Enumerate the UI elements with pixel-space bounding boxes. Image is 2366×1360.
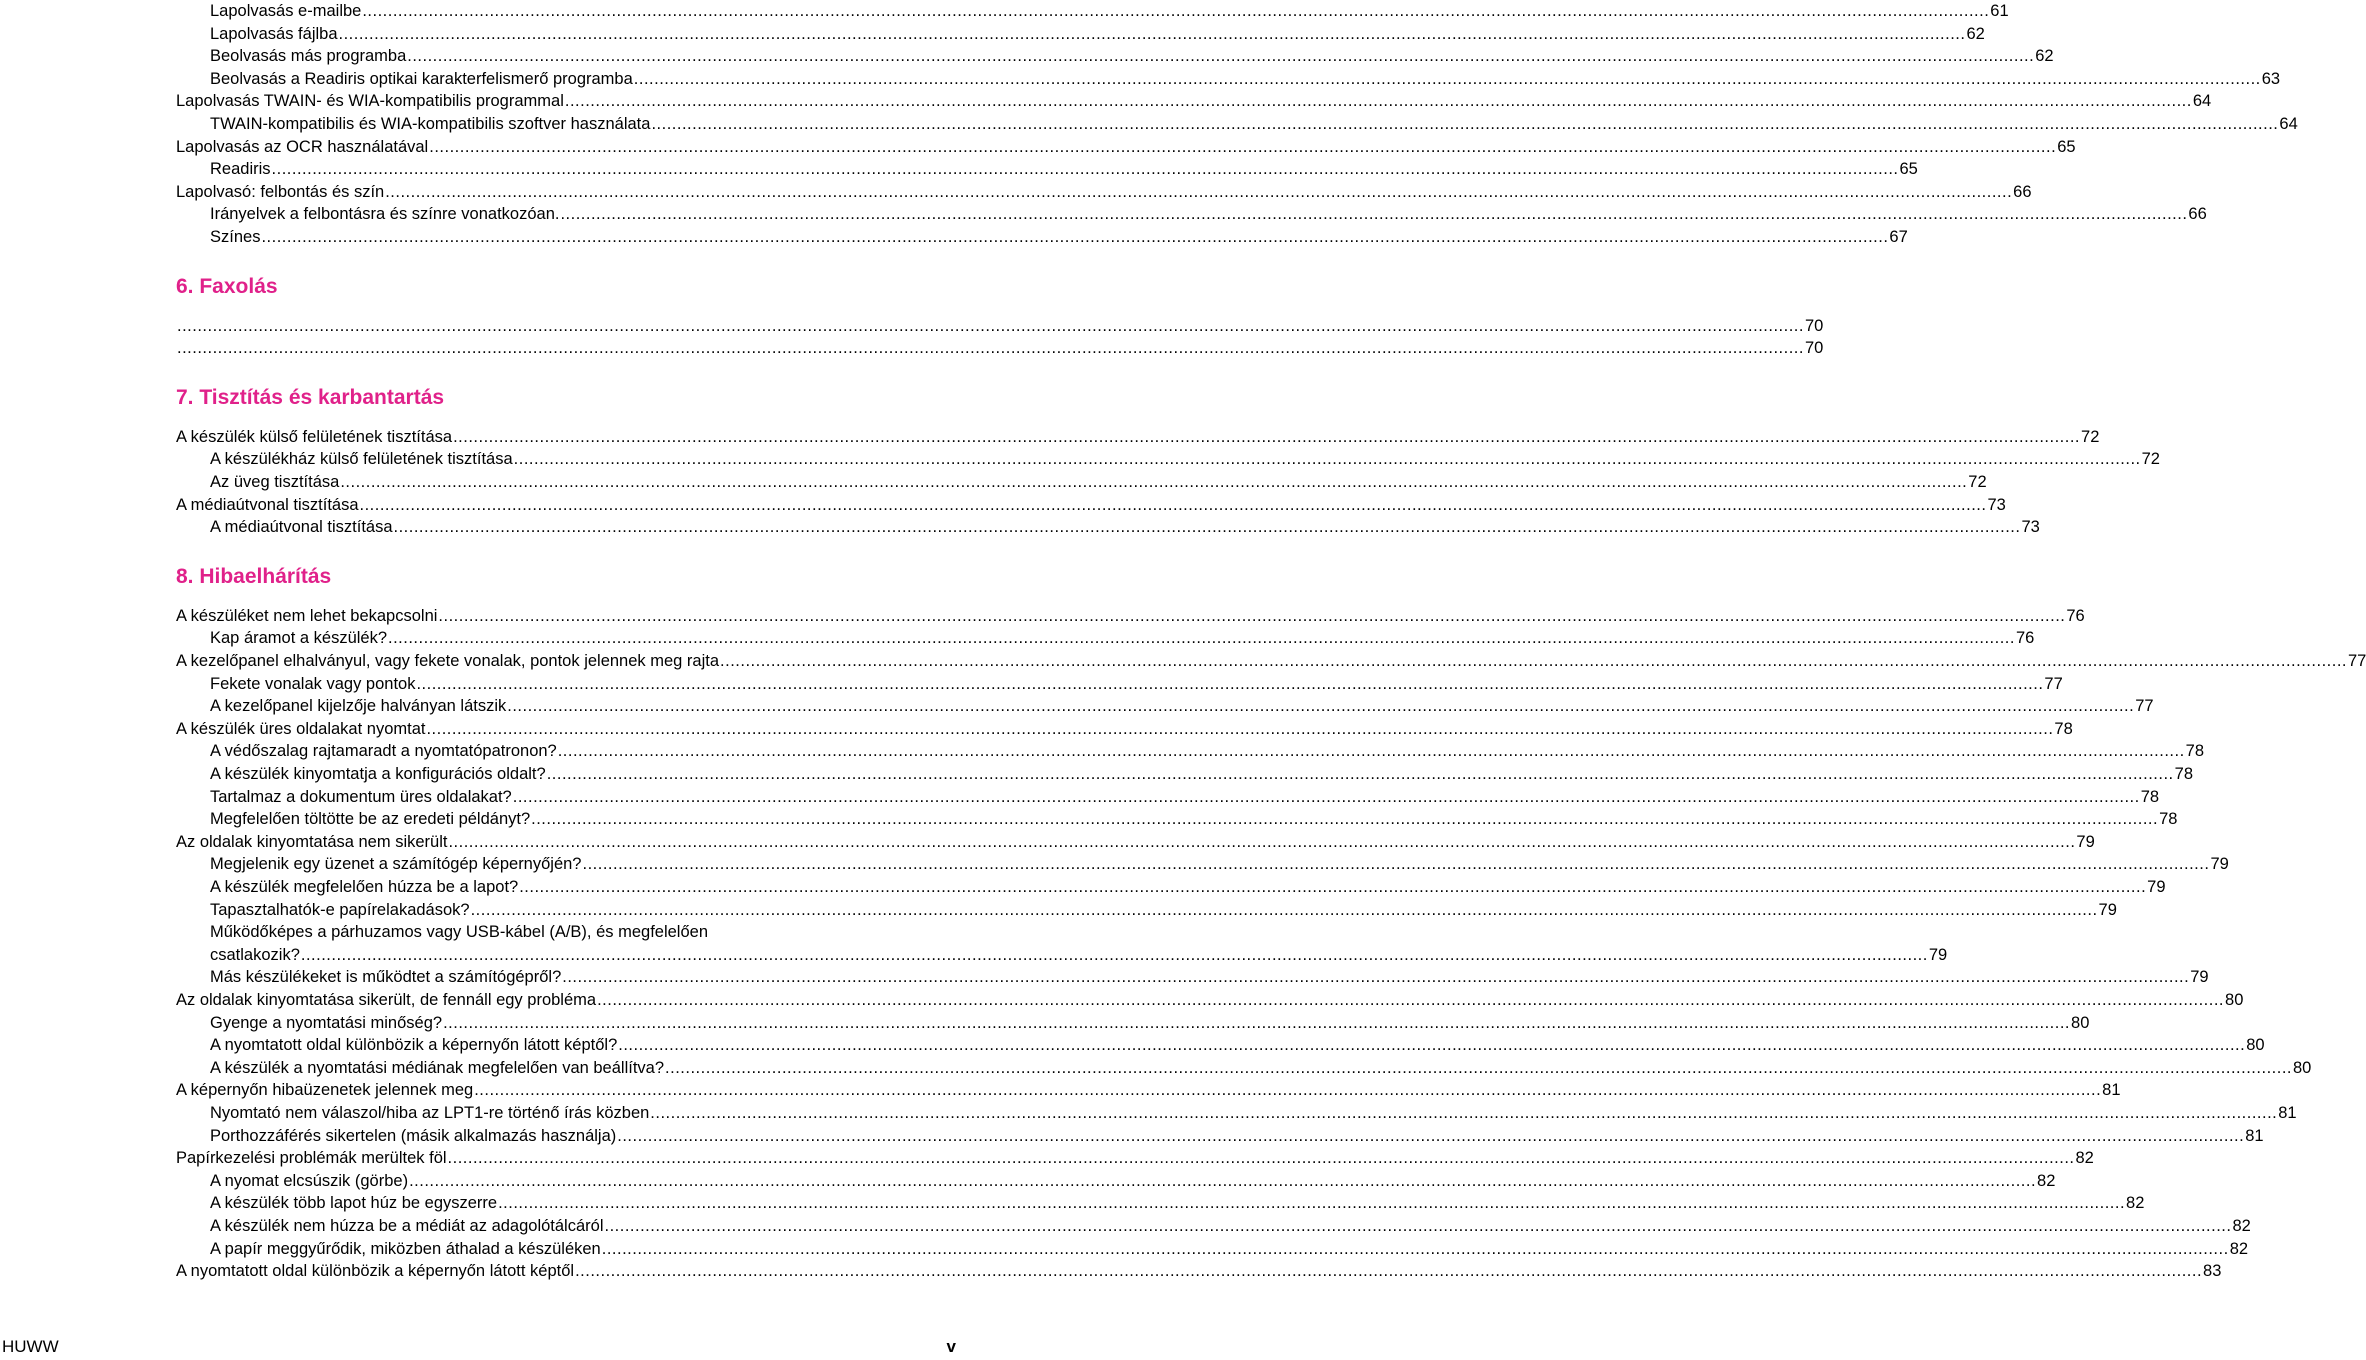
toc-entry-page: 79	[2076, 832, 2095, 851]
toc-entry[interactable]	[210, 899, 2117, 921]
dot-leader	[272, 158, 1899, 180]
toc-entry-title: Az üveg tisztítása	[210, 473, 340, 491]
toc-entry[interactable]	[210, 68, 2281, 90]
toc-entry-page: 70	[1804, 316, 1824, 335]
dot-leader	[340, 471, 1967, 493]
dot-leader	[426, 718, 2053, 740]
toc-entry[interactable]	[210, 695, 2154, 717]
toc-entry-title: Fekete vonalak vagy pontok	[210, 674, 416, 693]
toc-entry-page: 77	[2347, 652, 2366, 670]
toc-entry[interactable]	[210, 853, 2229, 875]
dot-leader	[605, 1215, 2232, 1237]
toc-entry-title: A védőszalag rajtamaradt a nyomtatópatronon?	[210, 742, 557, 761]
toc-entry-title: TWAIN-kompatibilis és WIA-kompatibilis szoftver használata	[210, 115, 651, 133]
toc-entry-page: 81	[2245, 1126, 2264, 1145]
toc-entry-title: A készüléket nem lehet bekapcsolni	[176, 606, 438, 625]
toc-entry-page: 79	[2190, 968, 2209, 987]
toc-entry[interactable]	[176, 426, 2100, 448]
dot-leader	[651, 113, 2278, 135]
toc-entry-page: 79	[2147, 878, 2166, 896]
toc-entry-page: 70	[1804, 339, 1824, 358]
toc-entry-title: Az oldalak kinyomtatása sikerült, de fennáll egy probléma	[176, 991, 597, 1009]
dot-leader	[407, 45, 2034, 67]
toc-entry-title: A nyomtatott oldal különbözik a képernyőn látott képtől?	[210, 1036, 618, 1055]
toc-entry-page: 82	[2229, 1239, 2249, 1258]
toc-entry[interactable]	[210, 763, 2193, 785]
toc-entry-title: A nyomat elcsúszik (görbe)	[210, 1171, 409, 1190]
dot-leader	[565, 90, 2192, 112]
toc-entry-title: Megjelenik egy üzenet a számítógép képernyőjén?	[210, 855, 582, 874]
chapter-heading: 8. Hibaelhárítás	[176, 564, 332, 588]
dot-leader	[618, 1034, 2245, 1056]
dot-leader	[575, 1260, 2202, 1282]
toc-entry-page: 83	[2203, 1262, 2222, 1281]
dot-leader	[560, 203, 2187, 225]
toc-entry[interactable]	[210, 0, 2009, 22]
toc-entry-title: Tartalmaz a dokumentum üres oldalakat?	[210, 787, 512, 806]
toc-entry-title: A készülék a nyomtatási médiának megfelelően van beállítva?	[210, 1058, 665, 1077]
toc-entry[interactable]	[176, 315, 1824, 337]
dot-leader	[531, 808, 2158, 830]
toc-entry-title: A készülék kinyomtatja a konfigurációs oldalt?	[210, 765, 546, 783]
dot-leader	[448, 831, 2075, 853]
dot-leader	[177, 315, 1804, 337]
toc-entry-page: 79	[2210, 855, 2229, 874]
toc-entry-page: 78	[2140, 787, 2160, 806]
toc-entry[interactable]	[210, 203, 2207, 225]
dot-leader	[562, 966, 2189, 988]
dot-leader	[471, 899, 2098, 921]
toc-entry-title: Lapolvasás fájlba	[210, 24, 338, 43]
toc-entry[interactable]	[210, 673, 2063, 695]
footer-label: HUWW	[2, 1337, 59, 1356]
toc-entry-page: 76	[2066, 606, 2085, 625]
dot-leader	[261, 226, 1888, 248]
toc-entry-page: 79	[1928, 945, 1948, 964]
toc-entry-title: Papírkezelési problémák merültek föl	[176, 1149, 447, 1168]
toc-entry[interactable]	[176, 181, 2032, 203]
toc-entry[interactable]	[210, 1102, 2297, 1124]
toc-entry-page: 82	[2075, 1149, 2094, 1168]
dot-leader	[582, 853, 2209, 875]
dot-leader	[416, 673, 2043, 695]
toc-entry[interactable]	[210, 944, 1948, 966]
toc-entry-title: Más készülékeket is működtet a számítógépről?	[210, 968, 562, 987]
toc-entry-page: 81	[2102, 1081, 2121, 1100]
dot-leader	[385, 181, 2012, 203]
toc-entry-title: Beolvasás a Readiris optikai karakterfelismerő programba	[210, 69, 633, 88]
toc-entry-page: 72	[2081, 427, 2100, 446]
toc-entry-page: 64	[2279, 115, 2298, 133]
toc-entry-title: Megfelelően töltötte be az eredeti példányt?	[210, 810, 531, 829]
toc-entry-title: A készülékház külső felületének tisztítása	[210, 450, 513, 469]
dot-leader	[650, 1102, 2277, 1124]
toc-entry[interactable]	[176, 90, 2212, 112]
toc-entry-title: A médiaútvonal tisztítása	[176, 495, 359, 514]
toc-entry[interactable]	[210, 1034, 2265, 1056]
toc-entry-page: 78	[2159, 810, 2178, 829]
toc-entry-page: 80	[2246, 1036, 2265, 1055]
toc-entry-title: A nyomtatott oldal különbözik a képernyőn látott képtől	[176, 1262, 575, 1281]
toc-entry[interactable]	[210, 1125, 2264, 1147]
toc-entry-title: A képernyőn hibaüzenetek jelennek meg	[176, 1081, 474, 1100]
toc-entry[interactable]	[210, 471, 1987, 493]
dot-leader	[388, 627, 2015, 649]
toc-entry[interactable]	[210, 921, 956, 943]
toc-entry-page: 82	[2126, 1194, 2145, 1213]
dot-leader	[360, 494, 1987, 516]
toc-entry[interactable]	[176, 136, 2076, 158]
toc-entry-page: 73	[1987, 495, 2006, 514]
toc-entry-page: 80	[2225, 991, 2244, 1009]
toc-entry[interactable]	[210, 876, 2166, 898]
toc-entry[interactable]	[176, 1147, 2094, 1169]
dot-leader	[443, 1012, 2070, 1034]
toc-entry[interactable]	[210, 1170, 2056, 1192]
toc-entry-page: 82	[2037, 1171, 2056, 1190]
toc-entry[interactable]	[210, 45, 2054, 67]
toc-entry-page: 65	[2057, 137, 2076, 156]
toc-entry-page: 79	[2098, 900, 2117, 919]
toc-entry-title: Porthozzáférés sikertelen (másik alkalmazás használja)	[210, 1126, 617, 1145]
toc-entry-title: Lapolvasás az OCR használatával	[176, 137, 429, 156]
toc-entry-page: 81	[2278, 1104, 2297, 1122]
chapter-heading: 7. Tisztítás és karbantartás	[176, 385, 445, 409]
toc-entry-page: 82	[2232, 1217, 2251, 1235]
toc-entry-page: 77	[2135, 697, 2154, 716]
toc-entry-title: A kezelőpanel kijelzője halványan látszik	[210, 697, 507, 716]
toc-entry[interactable]	[176, 605, 2085, 627]
toc-entry[interactable]	[210, 627, 2035, 649]
toc-entry[interactable]	[210, 1215, 2251, 1237]
toc-entry[interactable]	[210, 158, 1918, 180]
toc-entry-page: 80	[2292, 1058, 2312, 1077]
toc-entry[interactable]	[210, 23, 1985, 45]
dot-leader	[602, 1238, 2229, 1260]
toc-entry[interactable]	[176, 650, 2366, 672]
toc-entry-title: Beolvasás más programba	[210, 47, 407, 66]
toc-entry-title: Működőképes a párhuzamos vagy USB-kábel (A/B), és megfelelően	[210, 923, 709, 942]
toc-entry-page: 62	[2035, 47, 2054, 66]
toc-entry-title: A készülék üres oldalakat nyomtat	[176, 719, 426, 738]
toc-entry[interactable]	[210, 1057, 2312, 1079]
toc-entry-title: Tapasztalhatók-e papírelakadások?	[210, 900, 470, 919]
toc-entry[interactable]	[210, 808, 2178, 830]
chapter-heading: 6. Faxolás	[176, 274, 278, 298]
toc-entry-page: 64	[2192, 92, 2212, 111]
dot-leader	[634, 68, 2261, 90]
dot-leader	[453, 426, 2080, 448]
dot-leader	[720, 650, 2347, 672]
toc-entry-title: Lapolvasó: felbontás és szín	[176, 182, 385, 201]
toc-entry-title: A készülék nem húzza be a médiát az adagolótálcáról	[210, 1217, 604, 1235]
toc-entry-page: 72	[2141, 450, 2160, 469]
toc-entry[interactable]	[176, 718, 2073, 740]
toc-entry[interactable]	[210, 113, 2298, 135]
dot-leader	[177, 337, 1804, 359]
toc-entry[interactable]	[176, 1079, 2121, 1101]
toc-entry-page: 66	[2188, 205, 2207, 224]
toc-entry-title: Lapolvasás TWAIN- és WIA-kompatibilis programmal	[176, 92, 564, 111]
toc-entry[interactable]	[210, 966, 2209, 988]
dot-leader	[558, 740, 2185, 762]
toc-entry-title: A készülék megfelelően húzza be a lapot?	[210, 878, 519, 896]
toc-entry[interactable]	[210, 740, 2205, 762]
dot-leader	[617, 1125, 2244, 1147]
toc-entry[interactable]	[210, 786, 2160, 808]
dot-leader	[409, 1170, 2036, 1192]
toc-entry-page: 66	[2013, 182, 2032, 201]
toc-entry-title: A kezelőpanel elhalványul, vagy fekete vonalak, pontok jelennek meg rajta	[176, 652, 720, 670]
toc-entry-title: Lapolvasás e-mailbe	[210, 2, 362, 20]
dot-leader	[513, 786, 2140, 808]
toc-entry-page: 78	[2185, 742, 2205, 761]
toc-entry-page: 61	[1990, 2, 2009, 20]
toc-entry[interactable]	[176, 831, 2095, 853]
toc-entry-title: A készülék külső felületének tisztítása	[176, 427, 453, 446]
toc-entry-page: 67	[1889, 228, 1908, 246]
toc-entry-title: Gyenge a nyomtatási minőség?	[210, 1013, 443, 1032]
toc-entry-title: Kap áramot a készülék?	[210, 629, 388, 648]
toc-entry-page: 73	[2021, 518, 2040, 537]
dot-leader	[301, 944, 1928, 966]
dot-leader	[665, 1057, 2292, 1079]
toc-entry[interactable]	[210, 1012, 2090, 1034]
toc-entry-title: Irányelvek a felbontásra és színre vonatkozóan.	[210, 205, 560, 224]
dot-leader	[394, 516, 2021, 538]
dot-leader	[474, 1079, 2101, 1101]
page-number: v	[946, 1337, 956, 1356]
toc-entry[interactable]	[210, 516, 2040, 538]
toc-entry[interactable]	[210, 226, 1908, 248]
toc-entry-page: 65	[1899, 160, 1918, 179]
toc-entry[interactable]	[176, 337, 1824, 359]
toc-entry-page: 76	[2015, 629, 2035, 648]
dot-leader	[597, 989, 2224, 1011]
dot-leader	[448, 1147, 2075, 1169]
toc-entry-page: 72	[1968, 473, 1987, 491]
toc-entry-page: 63	[2261, 69, 2281, 88]
dot-leader	[507, 695, 2134, 717]
toc-entry-title: csatlakozik?	[210, 945, 300, 964]
toc-entry-title: Nyomtató nem válaszol/hiba az LPT1-re történő írás közben	[210, 1104, 650, 1122]
toc-entry-title: Színes	[210, 228, 261, 246]
toc-entry-page: 77	[2044, 674, 2063, 693]
toc-entry-title: Readiris	[210, 160, 271, 179]
toc-entry[interactable]	[210, 1192, 2145, 1214]
dot-leader	[438, 605, 2065, 627]
toc-entry-title: A papír meggyűrődik, miközben áthalad a készüléken	[210, 1239, 601, 1258]
toc-entry-title: A médiaútvonal tisztítása	[210, 518, 393, 537]
toc-entry-title: Az oldalak kinyomtatása nem sikerült	[176, 832, 448, 851]
dot-leader	[339, 23, 1966, 45]
toc-entry[interactable]	[210, 448, 2160, 470]
toc-entry-page: 78	[2054, 719, 2073, 738]
dot-leader	[514, 448, 2141, 470]
dot-leader	[519, 876, 2146, 898]
toc-entry-title: A készülék több lapot húz be egyszerre	[210, 1194, 498, 1213]
toc-entry-page: 62	[1966, 24, 1985, 43]
dot-leader	[362, 0, 1989, 22]
toc-entry-page: 80	[2071, 1013, 2090, 1032]
dot-leader	[429, 136, 2056, 158]
toc-entry[interactable]	[210, 1238, 2249, 1260]
toc-entry[interactable]	[176, 1260, 2222, 1282]
toc-entry[interactable]	[176, 494, 2006, 516]
toc-entry[interactable]	[176, 989, 2244, 1011]
dot-leader	[547, 763, 2174, 785]
dot-leader	[498, 1192, 2125, 1214]
toc-entry-page: 78	[2174, 765, 2193, 783]
